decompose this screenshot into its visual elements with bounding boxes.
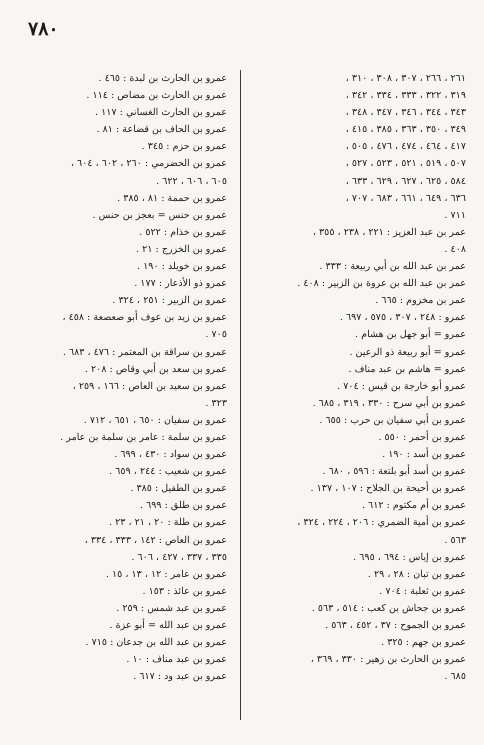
- index-entry-line: ٢٦١ ، ٢٦٦ ، ٣٠٧ ، ٣٠٨ ، ٣١٠ ،: [345, 73, 466, 84]
- index-entry-line: عمرو بن طلق : ٦٩٩ .: [140, 500, 227, 512]
- index-column-left: [15, 70, 227, 685]
- index-entry-line: ٧١١ .: [444, 209, 466, 221]
- page-number: ٧٨٠: [28, 18, 59, 40]
- index-entry-line: ٥٠٧ ، ٥١٩ ، ٥٢١ ، ٥٢٣ ، ٥٢٧ ،: [345, 158, 466, 170]
- index-entry-line: عمرو بن عامر : ١٢ ، ١٣ ، ١٥ .: [105, 568, 227, 580]
- index-entry-line: عمرو بن عبد شمس : ٢٥٩ .: [116, 602, 227, 614]
- index-entry-line: عمرو = أبو جهل بن هشام .: [355, 329, 466, 341]
- index-entry-line: عمر بن مخزوم : ٦٦٥ .: [375, 295, 466, 307]
- index-entry-line: عمرو بن حممة : ٨١ ، ٣٨٥ .: [117, 192, 227, 204]
- index-column-right: [240, 70, 466, 685]
- index-entry-line: ٣٤٩ ، ٣٥٠ ، ٣٦٣ ، ٣٨٥ ، ٤١٥ ،: [345, 124, 466, 136]
- index-entry-line: عمرو بن الجموح : ٣٧ ، ٤٥٢ ، ٥٦٣ .: [325, 620, 466, 631]
- index-entry-line: عمرو بن الحارث الغساني : ١١٧ .: [95, 107, 227, 119]
- index-entry-line: ٣١٩ ، ٣٢٢ ، ٣٣٣ ، ٣٣٤ ، ٣٤٢ ،: [345, 90, 466, 102]
- index-entry-line: ٣٣٥ ، ٣٣٧ ، ٤٢٧ ، ٦٠٦ .: [131, 551, 227, 563]
- index-entry-line: عمرو بن الحاف بن قضاعة : ٨١ .: [96, 124, 227, 136]
- index-entry-line: عمرو بن شعيب : ٢٤٤ ، ٦٥٩ .: [109, 466, 227, 478]
- index-entry-line: عمرو بن الحارث بن لبدة : ٤٦٥ .: [98, 73, 227, 84]
- index-entry-line: ٤٠٨ .: [444, 243, 466, 255]
- index-entry-line: عمرو بن الخزرج : ٢١ .: [136, 243, 227, 255]
- index-entry-line: عمرو بن الحضرمي : ٢٦٠ ، ٦٠٢ ، ٦٠٤ ،: [70, 158, 227, 170]
- index-entry-line: عمرو بن إياس : ٦٩٤ ، ٦٩٥ .: [353, 551, 466, 563]
- column-divider: [240, 70, 241, 720]
- index-entry-line: ٣٢٣ .: [205, 397, 227, 409]
- index-entry-line: عمرو بن جهم : ٣٢٥ .: [381, 637, 466, 649]
- index-entry-line: عمرو بن سواد : ٤٣٠ ، ٦٩٩ .: [114, 449, 227, 461]
- index-entry-line: عمرو بن سراقة بن المعتمر : ٤٧٦ ، ٦٨٣ .: [62, 346, 227, 358]
- index-entry-line: عمرو بن جحاش بن كعب : ٥١٤ ، ٥٦٣ .: [311, 602, 466, 614]
- index-entry-line: عمرو بن عبد الله بن جدعان : ٧١٥ .: [85, 637, 227, 649]
- index-entry-line: ٦٠٥ ، ٦٠٦ ، ٦٢٢ .: [156, 175, 227, 187]
- index-entry-line: عمرو بن أحمر : ٥٥٠ .: [378, 431, 466, 443]
- index-entry-line: عمرو بن سفيان : ٦٥٠ ، ٦٥١ ، ٧١٢ .: [83, 414, 227, 426]
- index-entry-line: عمر بن عبد الله بن عروة بن الزبير : ٤٠٨ .: [297, 278, 466, 290]
- index-entry-line: عمرو بن سعيد بن العاص : ١٦٦ ، ٢٥٩ ،: [72, 380, 227, 392]
- index-entry-line: عمرو بن أسد : ١٩٠ .: [382, 449, 466, 461]
- index-entry-line: عمرو بن الطفيل : ٣٨٥ .: [130, 483, 227, 495]
- index-entry-line: عمرو بن أبي سفيان بن حرب : ٦٥٥ .: [319, 414, 466, 426]
- index-entry-line: عمرو بن طلة : ٢٠ ، ٢١ ، ٢٣ .: [108, 517, 227, 529]
- index-entry-line: عمرو أبو خارجة بن قيس : ٧٠٤ .: [337, 380, 466, 392]
- index-entry-line: ٤١٧ ، ٤٦٤ ، ٤٧٤ ، ٤٧٦ ، ٥٠٥ ،: [345, 141, 466, 153]
- index-entry-line: عمرو ذو الأذعار : ١٧٧ .: [134, 278, 227, 290]
- index-entry-line: عمرو بن حنس = بعجز بن حنس .: [92, 209, 227, 221]
- index-entry-line: عمرو بن أسد أبو بلتعة : ٥٩٦ ، ٦٨٠ .: [322, 466, 466, 478]
- index-entry-line: ٦٣٦ ، ٦٤٩ ، ٦٦١ ، ٦٨٣ ، ٧٠٧ ،: [345, 192, 466, 204]
- index-entry-line: عمرو : ٢٤٨ ، ٣٠٧ ، ٥٧٥ ، ٦٩٧ .: [339, 312, 466, 324]
- index-entry-line: ٦٨٥ .: [444, 671, 466, 683]
- index-entry-line: عمرو = هاشم بن عبد مناف .: [348, 363, 466, 375]
- index-entry-line: عمرو بن أم مكتوم : ٦١٢ .: [361, 500, 466, 512]
- index-entry-line: عمرو بن العاص : ١٤٢ ، ٣٣٣ ، ٣٣٤ ،: [84, 534, 227, 546]
- index-entry-line: عمرو بن حزم : ٣٤٥ .: [141, 141, 227, 153]
- index-entry-line: ٥٨٤ ، ٦٢٥ ، ٦٢٧ ، ٦٢٩ ، ٦٣٣ ،: [345, 175, 466, 187]
- index-entry-line: عمر بن عبد العزيز : ٢٢١ ، ٢٣٨ ، ٣٥٥ ،: [312, 226, 466, 238]
- index-entry-line: عمرو بن عبد مناف : ١٠ .: [126, 654, 227, 666]
- index-entry-line: عمرو بن سلمة : عامر بن سلمة بن عامر .: [60, 431, 227, 443]
- index-entry-line: عمرو بن الحارث بن مضاص : ١١٤ .: [86, 90, 227, 102]
- index-entry-line: ٣٤٣ ، ٣٤٤ ، ٣٤٦ ، ٣٤٧ ، ٣٤٨ ،: [345, 107, 466, 119]
- index-entry-line: عمرو بن ثعلبة : ٧٠٤ .: [379, 585, 466, 597]
- index-entry-line: عمرو بن تبان : ٢٨ ، ٢٩ .: [367, 568, 466, 580]
- index-entry-line: عمرو بن أمية الضمري : ٢٠٦ ، ٢٢٤ ، ٣٢٤ ،: [297, 517, 466, 529]
- index-entry-line: عمرو بن أبي سرح : ٣٣٠ ، ٣١٩ ، ٦٨٥ .: [312, 397, 466, 409]
- index-entry-line: عمرو بن عبد ود : ٦١٧ .: [133, 671, 227, 683]
- index-entry-line: عمرو بن الحارث بن زهير : ٣٣٠ ، ٣٦٩ ،: [310, 654, 466, 666]
- index-entry-line: عمرو بن خذام : ٥٢٢ .: [139, 226, 227, 238]
- index-entry-line: عمرو بن سعد بن أبي وقاص : ٢٠٨ .: [84, 363, 227, 375]
- index-entry-line: عمرو بن عبد الله = أبو عزة .: [109, 620, 227, 631]
- index-entry-line: عمرو = أبو ربيعة ذو الرعين .: [349, 346, 466, 358]
- index-entry-line: عمرو بن خويلد : ١٩٠ .: [137, 261, 227, 273]
- index-entry-line: ٥٦٣ .: [444, 534, 466, 546]
- index-entry-line: ٧٠٥ .: [205, 329, 227, 341]
- index-entry-line: عمرو بن أحيحة بن الجلاح : ١٠٧ ، ١٣٧ .: [310, 483, 466, 495]
- index-entry-line: عمرو بن عائذ : ١٥٣ .: [142, 585, 227, 597]
- index-entry-line: عمر بن عبد الله بن أبي ربيعة : ٣٣٣ .: [319, 261, 466, 273]
- index-entry-line: عمرو بن الزبير : ٢٥١ ، ٣٢٤ .: [112, 295, 227, 307]
- index-entry-line: عمرو بن زيد بن عوف أبو صعصعة : ٤٥٨ ،: [62, 312, 227, 324]
